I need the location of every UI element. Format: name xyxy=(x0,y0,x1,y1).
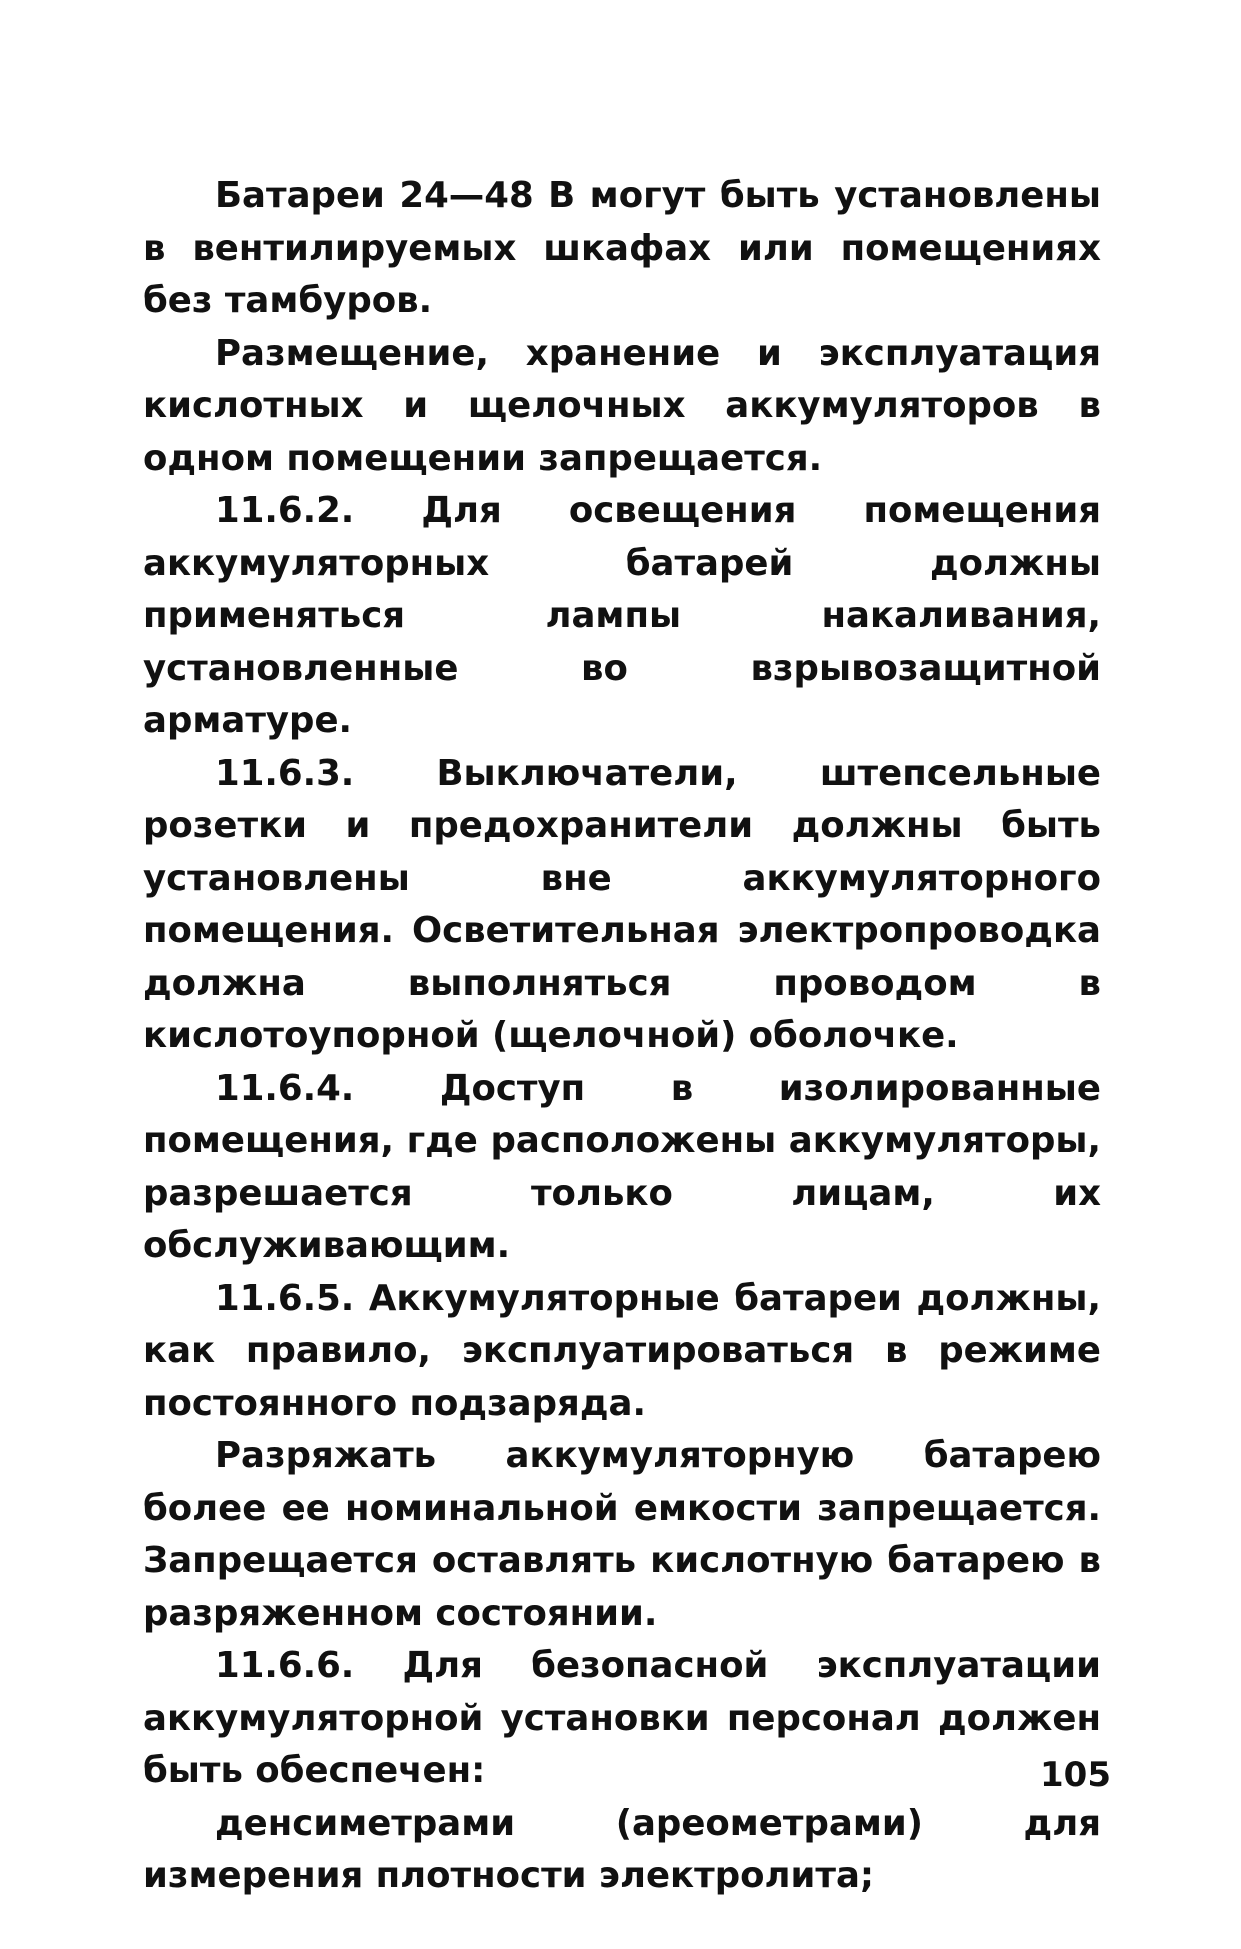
paragraph: Разряжать аккумуляторную батарею более ее номинальной емкости запрещается. Запрещается оставлять кислотную батарею в разряженном состоянии. xyxy=(143,1435,1101,1634)
page-number: 105 xyxy=(1040,1755,1111,1795)
paragraph: Размещение, хранение и эксплуатация кислотных и щелочных аккумуляторов в одном помещении запрещается. xyxy=(143,332,1101,479)
paragraph: 11.6.5. Аккумуляторные батареи должны, как правило, эксплуатироваться в режиме постоянного подзаряда. xyxy=(143,1277,1101,1424)
paragraph: 11.6.3. Выключатели, штепсельные розетки и предохранители должны быть установлены вне аккумуляторного помещения. Осветительная электропроводка должна выполняться проводом в кислотоупорной (щелочной) оболочке. xyxy=(143,752,1101,1056)
page-body xyxy=(143,170,1101,1903)
paragraph: 11.6.2. Для освещения помещения аккумуляторных батарей должны применяться лампы накаливания, установленные во взрывозащитной арматуре. xyxy=(143,490,1101,741)
paragraph: денсиметрами (ареометрами) для измерения плотности электролита; xyxy=(143,1802,1101,1896)
paragraph: Батареи 24—48 В могут быть установлены в вентилируемых шкафах или помещениях без тамбуров. xyxy=(143,175,1101,321)
paragraph: 11.6.4. Доступ в изолированные помещения, где расположены аккумуляторы, разрешается только лицам, их обслуживающим. xyxy=(143,1067,1101,1266)
paragraph: 11.6.6. Для безопасной эксплуатации аккумуляторной установки персонал должен быть обеспечен: xyxy=(143,1645,1101,1791)
